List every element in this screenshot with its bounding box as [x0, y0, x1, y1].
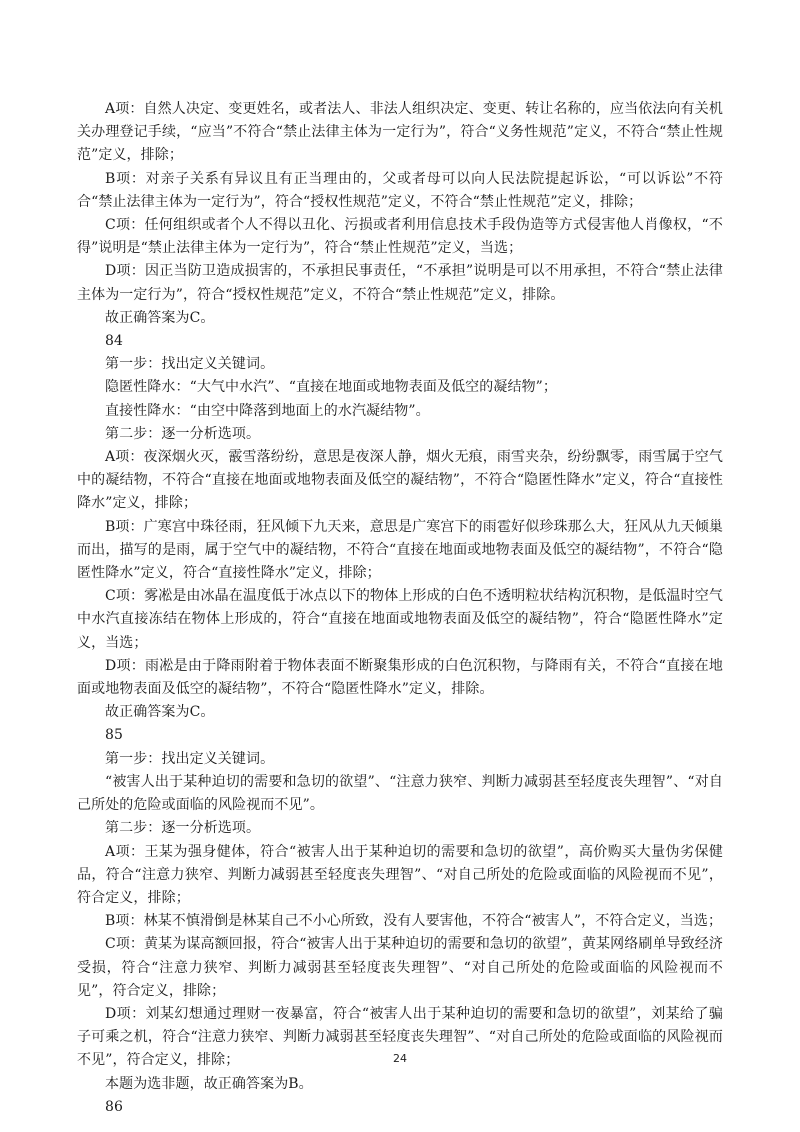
- paragraph: D项：刘某幻想通过理财一夜暴富，符合“被害人出于某种迫切的需要和急切的欲望”，刘某给了骗子可乘之机，符合“注意力狭窄、判断力减弱甚至轻度丧失理智”、“对自己所处的危险或面临的风险视而不见”，符合定义，排除；: [77, 1005, 723, 1069]
- definition-keywords: 隐匿性降水：“大气中水汽”、“直接在地面或地物表面及低空的凝结物”；: [105, 379, 558, 396]
- paragraph: B项：林某不慎滑倒是林某自己不小心所致，没有人要害他，不符合“被害人”，不符合定义，当选；: [105, 913, 723, 930]
- paragraph: C项：雾凇是由冰晶在温度低于冰点以下的物体上形成的白色不透明粒状结构沉积物，是低温时空气中水汽直接冻结在物体上形成的，符合“直接在地面或地物表面及低空的凝结物”，符合“隐匿性降水”定义，当选；: [77, 588, 723, 651]
- paragraph: D项：因正当防卫造成损害的，不承担民事责任，“不承担”说明是可以不用承担，不符合“禁止法律主体为一定行为”，符合“授权性规范”定义，不符合“禁止性规范”定义，排除。: [77, 263, 723, 303]
- question-number: 84: [105, 333, 124, 350]
- paragraph: C项：任何组织或者个人不得以丑化、污损或者利用信息技术手段伪造等方式侵害他人肖像权，“不得”说明是“禁止法律主体为一定行为”，符合“禁止性规范”定义，当选；: [77, 217, 723, 257]
- page-number: 24: [393, 1052, 407, 1065]
- answer-line: 故正确答案为C。: [105, 309, 215, 326]
- definition-keywords: 直接性降水：“由空中降落到地面上的水汽凝结物”。: [105, 402, 430, 419]
- paragraph: C项：黄某为谋高额回报，符合“被害人出于某种迫切的需要和急切的欲望”，黄某网络刷单导致经济受损，符合“注意力狭窄、判断力减弱甚至轻度丧失理智”、“对自己所处的危险或面临的风险视而不见”，符合定义，排除；: [77, 936, 723, 999]
- step-heading: 第一步：找出定义关键词。: [105, 750, 275, 767]
- paragraph: A项：王某为强身健体，符合“被害人出于某种迫切的需要和急切的欲望”，高价购买大量伪劣保健品，符合“注意力狭窄、判断力减弱甚至轻度丧失理智”、“对自己所处的危险或面临的风险视而不见”，符合定义，排除；: [77, 843, 723, 906]
- step-heading: 第二步：逐一分析选项。: [105, 820, 261, 837]
- definition-keywords: “被害人出于某种迫切的需要和急切的欲望”、“注意力狭窄、判断力减弱甚至轻度丧失理智”、“对自己所处的危险或面临的风险视而不见”。: [77, 773, 723, 814]
- answer-line: 故正确答案为C。: [105, 704, 215, 721]
- paragraph: B项：对亲子关系有异议且有正当理由的，父或者母可以向人民法院提起诉讼，“可以诉讼”不符合“禁止法律主体为一定行为”，符合“授权性规范”定义，不符合“禁止性规范”定义，排除；: [77, 170, 723, 210]
- paragraph: D项：雨凇是由于降雨附着于物体表面不断聚集形成的白色沉积物，与降雨有关，不符合“直接在地面或地物表面及低空的凝结物”，不符合“隐匿性降水”定义，排除。: [77, 657, 723, 698]
- paragraph: B项：广寒宫中珠径雨，狂风倾下九天来，意思是广寒宫下的雨雹好似珍珠那么大，狂风从九天倾巢而出，描写的是雨，属于空气中的凝结物，不符合“直接在地面或地物表面及低空的凝结物”，不符合“隐匿性降水”定义，符合“直接性降水”定义，排除；: [77, 518, 723, 582]
- step-heading: 第二步：逐一分析选项。: [105, 425, 261, 442]
- question-number: 86: [105, 1098, 124, 1115]
- answer-line: 本题为选非题，故正确答案为B。: [105, 1075, 313, 1092]
- paragraph: A项：夜深烟火灭，霰雪落纷纷，意思是夜深人静，烟火无痕，雨雪夹杂，纷纷飘零，雨雪属于空气中的凝结物，不符合“直接在地面或地物表面及低空的凝结物”，不符合“隐匿性降水”定义，符合“直接性降水”定义，排除；: [77, 449, 723, 512]
- question-number: 85: [105, 727, 124, 744]
- step-heading: 第一步：找出定义关键词。: [105, 356, 275, 373]
- answer-explanation-body: [77, 98, 723, 1119]
- paragraph: A项：自然人决定、变更姓名，或者法人、非法人组织决定、变更、转让名称的，应当依法向有关机关办理登记手续，“应当”不符合“禁止法律主体为一定行为”，符合“义务性规范”定义，不符合“禁止性规范”定义，排除；: [77, 101, 723, 164]
